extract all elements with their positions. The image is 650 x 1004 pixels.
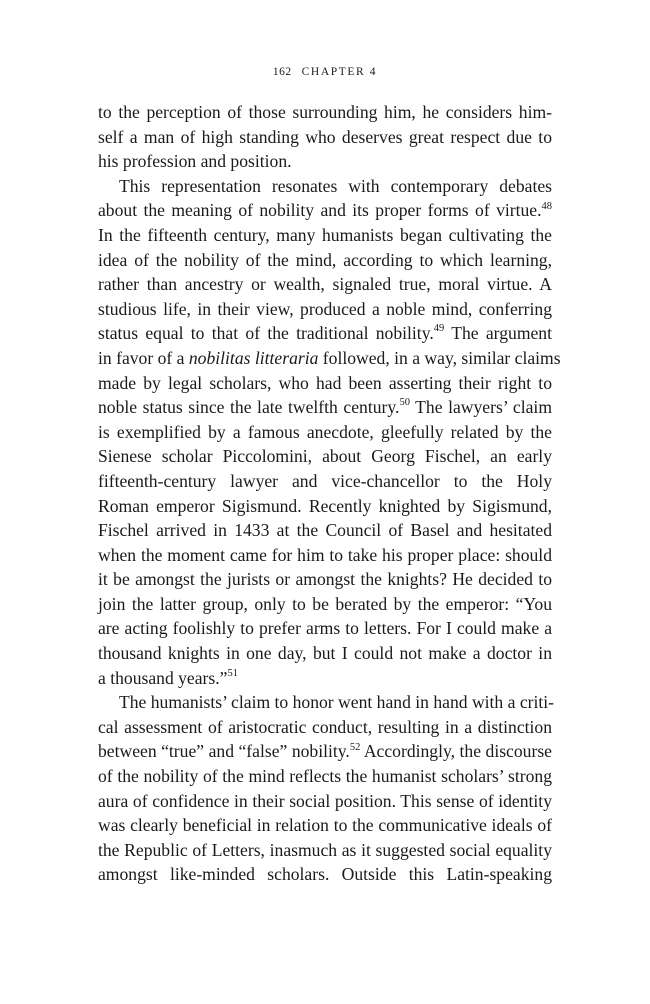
text-line: aura of confidence in their social position. This sense of identity <box>98 790 552 811</box>
text-line: idea of the nobility of the mind, according to which learning, <box>98 249 552 270</box>
latin-term: nobilitas litteraria <box>188 347 319 368</box>
text-line: Roman emperor Sigismund. Recently knighted by Sigismund, <box>98 495 552 516</box>
text-line: is exemplified by a famous anecdote, gleefully related by the <box>98 421 552 442</box>
footnote-ref: 52 <box>349 741 361 753</box>
text-line: The humanists’ claim to honor went hand in hand with a criti- <box>119 692 555 713</box>
text-line: in favor of a nobilitas litteraria followed, in a way, similar claims <box>98 347 561 368</box>
page-number: 162 <box>272 66 292 78</box>
text-line: was clearly beneficial in relation to the communicative ideals of <box>98 815 552 836</box>
footnote-ref: 50 <box>399 397 410 409</box>
text-line: Sienese scholar Piccolomini, about Georg Fischel, an early <box>98 446 552 467</box>
footnote-ref: 49 <box>433 323 445 335</box>
text-line: of the nobility of the mind reflects the humanist scholars’ strong <box>98 766 552 787</box>
text-line: his profession and position. <box>98 151 292 172</box>
running-head <box>0 66 650 78</box>
text-line: join the latter group, only to be berated by the emperor: “You <box>98 593 552 614</box>
footnote-ref: 51 <box>227 667 238 679</box>
text-line: Fischel arrived in 1433 at the Council of Basel and hesitated <box>98 520 552 541</box>
text-line: it be amongst the jurists or amongst the knights? He decided to <box>98 569 552 590</box>
text-line: are acting foolishly to prefer arms to letters. For I could make a <box>98 618 552 639</box>
text-line: a thousand years.”$^{51}$ <box>98 667 238 688</box>
text-line: between “true” and “false” nobility.$^{52}$ Accordingly, the discourse <box>98 741 552 762</box>
text-line: to the perception of those surrounding him, he considers him- <box>98 102 552 122</box>
text-line: rather than ancestry or wealth, signaled true, moral virtue. A <box>98 274 552 295</box>
text-line: self a man of high standing who deserves great respect due to <box>98 126 552 147</box>
text-line: studious life, in their view, produced a noble mind, conferring <box>98 298 552 319</box>
text-line: amongst like-minded scholars. Outside this Latin-speaking <box>98 864 552 885</box>
text-line: about the meaning of nobility and its proper forms of virtue.$^{48}$ <box>98 200 552 221</box>
footnote-ref: 48 <box>541 200 552 212</box>
text-line: This representation resonates with contemporary debates <box>119 175 552 196</box>
text-line: when the moment came for him to take his proper place: should <box>98 544 552 565</box>
body-text <box>98 100 561 887</box>
text-line: thousand knights in one day, but I could not make a doctor in <box>98 643 552 664</box>
text-line: the Republic of Letters, inasmuch as it suggested social equality <box>98 839 552 860</box>
text-line: fifteenth-century lawyer and vice-chancellor to the Holy <box>98 470 552 491</box>
text-line: noble status since the late twelfth century.$^{50}$ The lawyers’ claim <box>98 397 553 418</box>
text-line: made by legal scholars, who had been asserting their right to <box>98 372 552 393</box>
text-line: In the fifteenth century, many humanists began cultivating the <box>98 224 552 245</box>
text-line: status equal to that of the traditional nobility.$^{49}$ The argument <box>98 323 552 344</box>
chapter-label: CHAPTER 4 <box>301 66 378 78</box>
text-line: cal assessment of aristocratic conduct, resulting in a distinction <box>98 716 552 737</box>
